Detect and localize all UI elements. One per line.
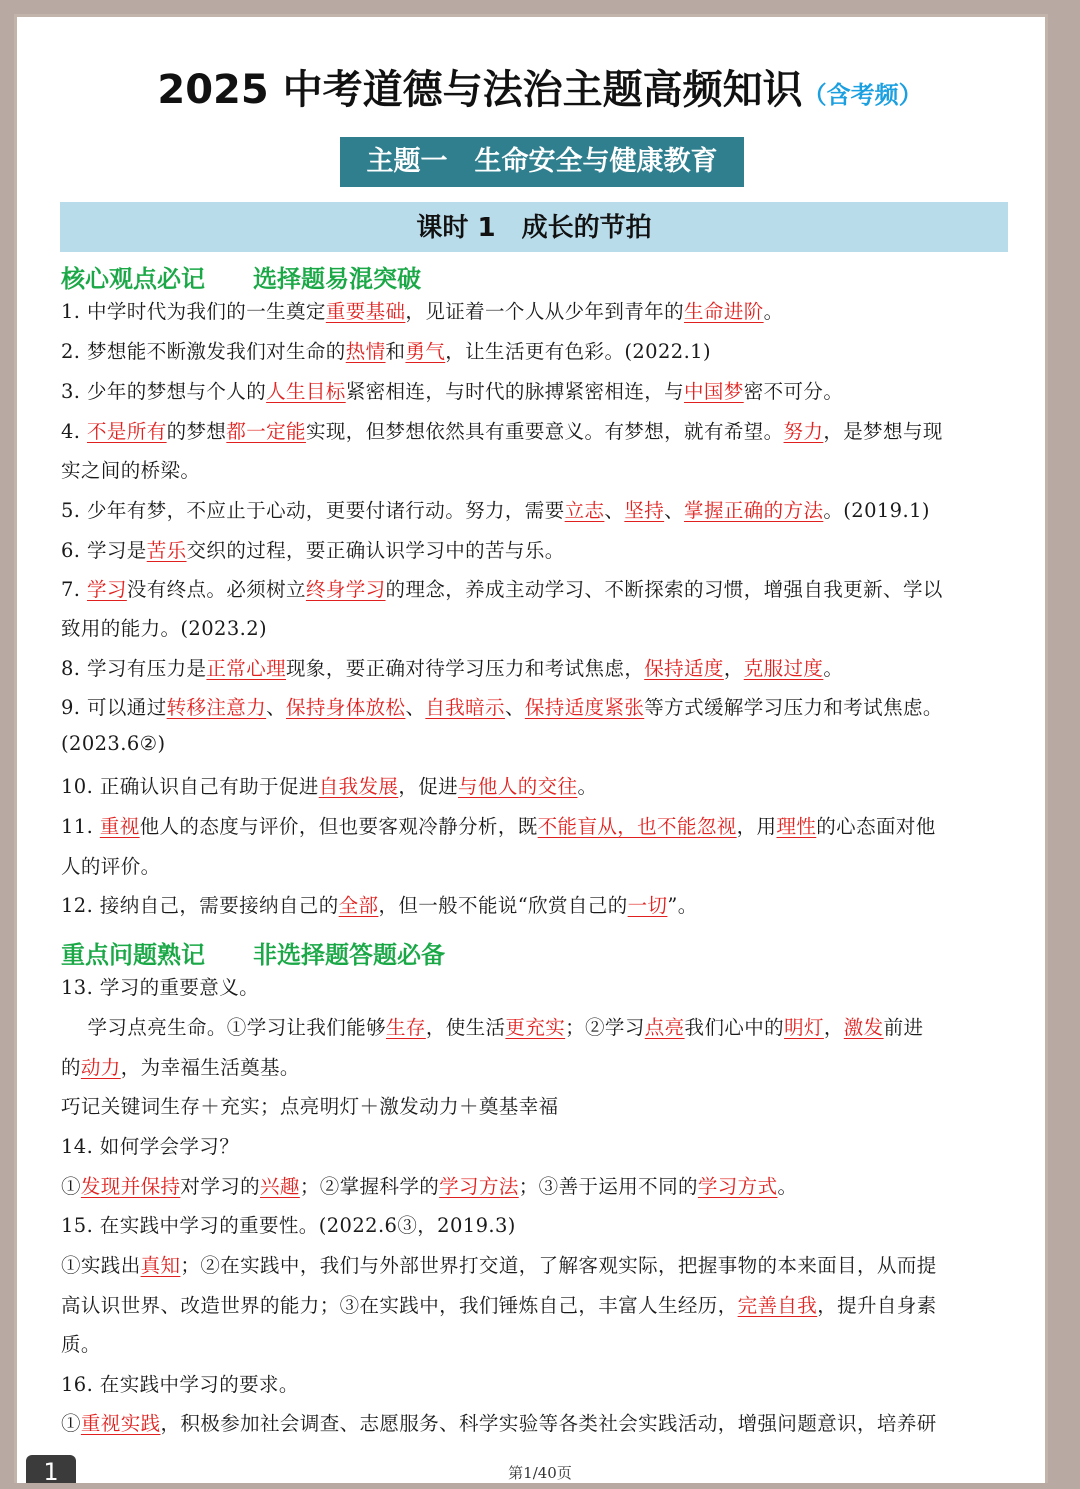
keyword-highlight: 不是所有 bbox=[87, 420, 167, 443]
text-line bbox=[61, 771, 597, 799]
text-line bbox=[61, 376, 843, 404]
text-segment: ，提升自身素 bbox=[817, 1294, 937, 1317]
keyword-highlight: 理性 bbox=[776, 815, 817, 838]
text-line bbox=[61, 972, 259, 1000]
text-line bbox=[61, 851, 161, 879]
text-line bbox=[61, 1012, 923, 1040]
text-line bbox=[61, 732, 166, 755]
text-segment: 13. 学习的重要意义。 bbox=[61, 976, 260, 999]
text-segment: 质。 bbox=[61, 1333, 101, 1356]
text-segment: 对学习的 bbox=[180, 1175, 261, 1198]
text-segment: 11. bbox=[61, 815, 100, 838]
text-segment: ，为幸福生活奠基。 bbox=[120, 1056, 300, 1079]
text-segment: 2. 梦想能不断激发我们对生命的 bbox=[61, 340, 346, 363]
text-segment: ， bbox=[723, 657, 744, 680]
lesson-heading: 课时 1 成长的节拍 bbox=[60, 202, 1008, 252]
text-segment: 16. 在实践中学习的要求。 bbox=[61, 1373, 299, 1396]
text-line bbox=[61, 336, 711, 364]
text-segment: 巧记关键词生存＋充实；点亮明灯＋激发动力＋奠基幸福 bbox=[61, 1095, 559, 1118]
text-segment: 。 bbox=[777, 1175, 798, 1198]
text-line bbox=[61, 1250, 937, 1278]
text-segment: 、 bbox=[664, 499, 685, 522]
text-line bbox=[61, 1369, 299, 1397]
text-segment: (2023.6②) bbox=[61, 732, 166, 755]
keyword-highlight: 自我暗示 bbox=[425, 696, 505, 719]
keyword-highlight: 保持身体放松 bbox=[286, 696, 406, 719]
text-line bbox=[61, 890, 698, 918]
text-segment: ，使生活 bbox=[425, 1016, 506, 1039]
text-segment: 7. bbox=[61, 578, 88, 601]
text-segment: 交织的过程，要正确认识学习中的苦与乐。 bbox=[186, 539, 565, 562]
text-segment: ，促进 bbox=[398, 775, 459, 798]
text-segment: 10. 正确认识自己有助于促进 bbox=[61, 775, 319, 798]
text-segment: 的理念，养成主动学习、不断探索的习惯，增强自我更新、学以 bbox=[385, 578, 943, 601]
keyword-highlight: 重要基础 bbox=[325, 300, 406, 323]
keyword-highlight: 动力 bbox=[80, 1056, 121, 1079]
keyword-highlight: 发现并保持 bbox=[80, 1175, 181, 1198]
keyword-highlight: 努力 bbox=[783, 420, 824, 443]
text-segment: 紧密相连，与时代的脉搏紧密相连，与 bbox=[345, 380, 685, 403]
section-heading-key: 重点问题熟记 非选择题答题必备 bbox=[61, 941, 445, 969]
text-segment: ，用 bbox=[736, 815, 777, 838]
text-segment: 等方式缓解学习压力和考试焦虑。 bbox=[644, 696, 943, 719]
text-segment: 的梦想 bbox=[166, 420, 227, 443]
keyword-highlight: 真知 bbox=[140, 1254, 181, 1277]
text-line bbox=[61, 653, 843, 681]
text-line bbox=[61, 296, 784, 324]
text-line bbox=[61, 613, 267, 641]
page-tab-button[interactable]: 1 bbox=[26, 1455, 76, 1483]
text-segment: 学习点亮生命。①学习让我们能够 bbox=[61, 1016, 386, 1039]
text-segment: 密不可分。 bbox=[743, 380, 844, 403]
text-segment: 1. 中学时代为我们的一生奠定 bbox=[61, 300, 326, 323]
text-segment: 、 bbox=[604, 499, 625, 522]
text-segment: ①实践出 bbox=[61, 1254, 141, 1277]
text-segment: 。 bbox=[823, 657, 844, 680]
text-line bbox=[61, 1052, 300, 1080]
keyword-highlight: 学习方法 bbox=[439, 1175, 519, 1198]
text-line bbox=[61, 1290, 937, 1318]
text-line bbox=[61, 535, 565, 563]
text-segment: 、 bbox=[504, 696, 525, 719]
text-segment: 现象，要正确对待学习压力和考试焦虑， bbox=[286, 657, 645, 680]
text-line bbox=[61, 495, 930, 523]
text-segment: ，让生活更有色彩。(2022.1) bbox=[445, 340, 711, 363]
text-line bbox=[61, 416, 943, 444]
keyword-highlight: 热情 bbox=[345, 340, 386, 363]
keyword-highlight: 生存 bbox=[386, 1016, 426, 1039]
keyword-highlight: 坚持 bbox=[624, 499, 665, 522]
text-line bbox=[61, 455, 200, 483]
text-line bbox=[61, 574, 943, 602]
text-segment: 8. 学习有压力是 bbox=[61, 657, 207, 680]
text-segment: 3. 少年的梦想与个人的 bbox=[61, 380, 267, 403]
text-segment: 14. 如何学会学习？ bbox=[61, 1135, 240, 1158]
text-line bbox=[61, 692, 943, 720]
text-segment: 我们心中的 bbox=[684, 1016, 785, 1039]
text-line bbox=[61, 811, 936, 839]
keyword-highlight: 立志 bbox=[564, 499, 605, 522]
keyword-highlight: 点亮 bbox=[644, 1016, 685, 1039]
theme-heading: 主题一 生命安全与健康教育 bbox=[340, 137, 744, 187]
keyword-highlight: 人生目标 bbox=[266, 380, 346, 403]
text-segment: 。 bbox=[577, 775, 598, 798]
keyword-highlight: 自我发展 bbox=[318, 775, 399, 798]
text-segment: 实现，但梦想依然具有重要意义。有梦想，就有希望。 bbox=[305, 420, 784, 443]
text-segment: 致用的能力。(2023.2) bbox=[61, 617, 268, 640]
text-segment: 4. bbox=[61, 420, 88, 443]
keyword-highlight: 更充实 bbox=[505, 1016, 566, 1039]
keyword-highlight: 正常心理 bbox=[206, 657, 287, 680]
keyword-highlight: 全部 bbox=[338, 894, 379, 917]
text-segment: 高认识世界、改造世界的能力；③在实践中，我们锤炼自己，丰富人生经历， bbox=[61, 1294, 738, 1317]
text-segment: 的心态面对他 bbox=[816, 815, 936, 838]
text-segment: ；②掌握科学的 bbox=[299, 1175, 440, 1198]
keyword-highlight: 不能盲从，也不能忽视 bbox=[537, 815, 737, 838]
keyword-highlight: 保持适度紧张 bbox=[524, 696, 645, 719]
text-line bbox=[61, 1131, 239, 1159]
title-frequency-tag: （含考频） bbox=[802, 81, 923, 109]
keyword-highlight: 勇气 bbox=[405, 340, 446, 363]
keyword-highlight: 掌握正确的方法 bbox=[684, 499, 824, 522]
text-segment: ，但一般不能说“欣赏自己的 bbox=[378, 894, 628, 917]
text-line bbox=[61, 1091, 559, 1119]
title-main: 2025 中考道德与法治主题高频知识 bbox=[157, 67, 803, 113]
text-segment: ；③善于运用不同的 bbox=[518, 1175, 698, 1198]
text-segment: 。 bbox=[763, 300, 784, 323]
keyword-highlight: 中国梦 bbox=[684, 380, 744, 403]
text-segment: 、 bbox=[405, 696, 426, 719]
text-segment: ，积极参加社会调查、志愿服务、科学实验等各类社会实践活动，增强问题意识，培养研 bbox=[160, 1412, 937, 1435]
text-segment: ① bbox=[61, 1412, 81, 1435]
text-segment: 的 bbox=[61, 1056, 81, 1079]
keyword-highlight: 克服过度 bbox=[743, 657, 824, 680]
text-line bbox=[61, 1329, 101, 1357]
text-segment: 15. 在实践中学习的重要性。(2022.6③，2019.3) bbox=[61, 1214, 516, 1237]
text-segment: ；②学习 bbox=[565, 1016, 645, 1039]
keyword-highlight: 苦乐 bbox=[146, 539, 187, 562]
text-segment: 、 bbox=[266, 696, 287, 719]
text-segment: 和 bbox=[385, 340, 406, 363]
text-segment: ；②在实践中，我们与外部世界打交道，了解客观实际，把握事物的本来面目，从而提 bbox=[180, 1254, 937, 1277]
keyword-highlight: 保持适度 bbox=[644, 657, 724, 680]
text-segment: ① bbox=[61, 1175, 81, 1198]
keyword-highlight: 兴趣 bbox=[260, 1175, 300, 1198]
text-segment: 实之间的桥梁。 bbox=[61, 459, 201, 482]
text-segment: 5. 少年有梦，不应止于心动，更要付诸行动。努力，需要 bbox=[61, 499, 565, 522]
text-segment: ，是梦想与现 bbox=[823, 420, 943, 443]
keyword-highlight: 都一定能 bbox=[226, 420, 306, 443]
text-segment: 9. 可以通过 bbox=[61, 696, 167, 719]
keyword-highlight: 一切 bbox=[627, 894, 668, 917]
text-segment: 人的评价。 bbox=[61, 855, 161, 878]
text-segment: 12. 接纳自己，需要接纳自己的 bbox=[61, 894, 339, 917]
keyword-highlight: 重视 bbox=[99, 815, 140, 838]
text-segment: 没有终点。必须树立 bbox=[126, 578, 306, 601]
keyword-highlight: 完善自我 bbox=[737, 1294, 818, 1317]
keyword-highlight: 明灯 bbox=[784, 1016, 824, 1039]
page-title bbox=[0, 58, 1080, 115]
keyword-highlight: 与他人的交往 bbox=[458, 775, 578, 798]
text-segment: 6. 学习是 bbox=[61, 539, 147, 562]
text-segment: ，见证着一个人从少年到青年的 bbox=[405, 300, 685, 323]
text-line bbox=[61, 1171, 797, 1199]
section-heading-core: 核心观点必记 选择题易混突破 bbox=[61, 265, 421, 293]
keyword-highlight: 终身学习 bbox=[305, 578, 386, 601]
text-segment: 前进 bbox=[883, 1016, 924, 1039]
keyword-highlight: 重视实践 bbox=[80, 1412, 161, 1435]
text-segment: 。(2019.1) bbox=[823, 499, 930, 522]
text-segment: ”。 bbox=[667, 894, 698, 917]
keyword-highlight: 生命进阶 bbox=[684, 300, 764, 323]
keyword-highlight: 激发 bbox=[843, 1016, 884, 1039]
keyword-highlight: 转移注意力 bbox=[166, 696, 267, 719]
text-segment: 他人的态度与评价，但也要客观冷静分析，既 bbox=[139, 815, 538, 838]
text-segment: ， bbox=[823, 1016, 844, 1039]
keyword-highlight: 学习方式 bbox=[697, 1175, 778, 1198]
keyword-highlight: 学习 bbox=[87, 578, 127, 601]
text-line bbox=[61, 1408, 937, 1436]
text-line bbox=[61, 1210, 516, 1238]
page-number: 第1/40页 bbox=[508, 1464, 572, 1482]
